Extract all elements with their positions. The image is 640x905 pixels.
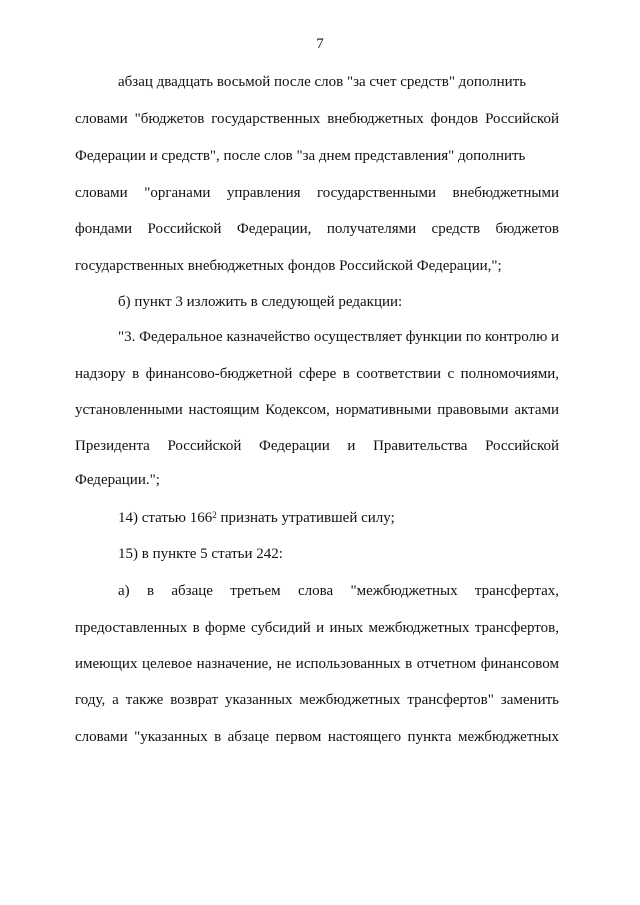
text-line-8: "3. Федеральное казначейство осуществляет функции по контролю и: [118, 329, 560, 345]
text-line-17: имеющих целевое назначение, не использованных в отчетном финансовом: [75, 656, 559, 672]
page-number: 7: [316, 36, 324, 52]
text-line-12: Федерации.";: [75, 472, 160, 488]
text-line-9: надзору в финансово-бюджетной сфере в соответствии с полномочиями,: [75, 366, 559, 382]
article-line: [118, 508, 559, 528]
text-line-15: а) в абзаце третьем слова "межбюджетных трансфертах,: [118, 583, 559, 599]
article-line-superscript: 2: [212, 510, 217, 520]
text-line-10: установленными настоящим Кодексом, нормативными правовыми актами: [75, 402, 559, 418]
text-line-2: словами "бюджетов государственных внебюджетных фондов Российской: [75, 111, 559, 127]
text-line-14: 15) в пункте 5 статьи 242:: [118, 546, 283, 562]
text-line-4: словами "органами управления государственными внебюджетными: [75, 185, 559, 201]
article-line-after: признать утратившей силу;: [216, 510, 395, 526]
text-line-18: году, а также возврат указанных межбюджетных трансфертов" заменить: [75, 692, 559, 708]
text-line-5: фондами Российской Федерации, получателями средств бюджетов: [75, 221, 559, 237]
text-line-1: абзац двадцать восьмой после слов "за счет средств" дополнить: [118, 74, 527, 90]
text-line-7: б) пункт 3 изложить в следующей редакции:: [118, 294, 403, 310]
text-line-3: Федерации и средств", после слов "за днем представления" дополнить: [75, 148, 526, 164]
text-line-6: государственных внебюджетных фондов Российской Федерации,";: [75, 258, 502, 274]
text-line-11: Президента Российской Федерации и Правительства Российской: [75, 438, 559, 454]
text-line-16: предоставленных в форме субсидий и иных межбюджетных трансфертов,: [75, 620, 559, 636]
text-line-19: словами "указанных в абзаце первом настоящего пункта межбюджетных: [75, 729, 559, 745]
article-line-before: 14) статью 166: [118, 510, 213, 526]
